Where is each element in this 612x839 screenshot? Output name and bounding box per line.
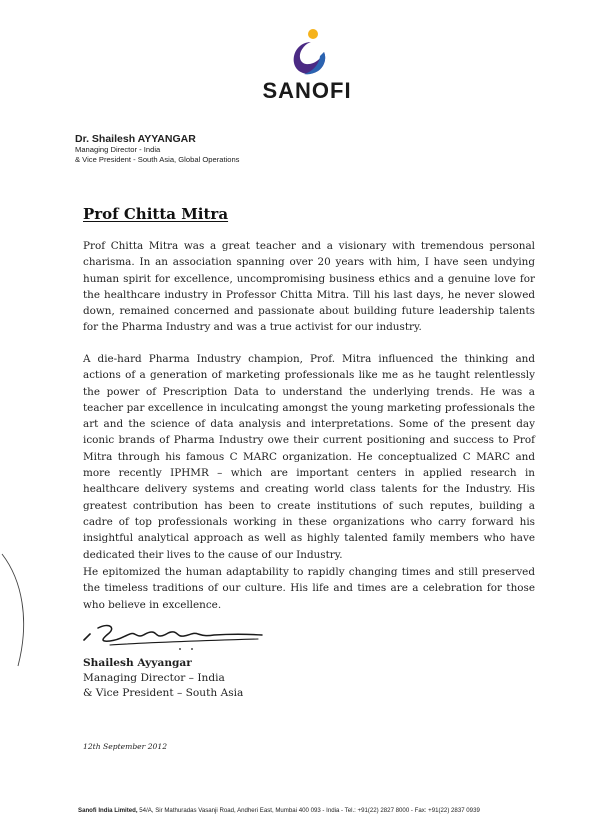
- letter-paragraph-3: He epitomized the human adaptability to rapidly changing times and still preserved the timeless traditions of our culture. His life and times are a celebration for those who believe in excellence.: [83, 566, 535, 611]
- letter-heading: Prof Chitta Mitra: [83, 205, 229, 223]
- footer-company: Sanofi India Limited,: [78, 807, 138, 814]
- signer-title-line-1: Managing Director – India: [83, 672, 225, 685]
- sender-name: Dr. Shailesh AYYANGAR: [75, 133, 196, 145]
- letter-paragraph-2: A die-hard Pharma Industry champion, Prof. Mitra influenced the thinking and actions of a generation of marketing professionals like me as he taught relentlessly the power of Prescription Data to understand the underlying trends. He was a teacher par excellence in inculcating amongst the young marketing professionals the art and the science of data analysis and interpretations. Some of the present day iconic brands of Pharma Industry owe their current positioning and success to Prof Mitra through his famous C MARC organization. He conceptualized C MARC and more recently IPHMR – which are important centers in applied research in healthcare delivery systems and creating world class talents for the Industry. His greatest contribution has been to create institutions of such reputes, building a cadre of top professionals working in these organizations who carry forward his insightful analytical approach as well as highly talented family members who have dedicated their lives to the cause of our Industry.: [83, 353, 535, 561]
- signer-block: [83, 656, 243, 702]
- handwritten-signature-icon: [80, 614, 270, 658]
- sender-title-line-2: & Vice President - South Asia, Global Operations: [75, 154, 240, 164]
- sanofi-logo: [262, 28, 352, 110]
- signer-title-line-2: & Vice President – South Asia: [83, 687, 244, 700]
- footer-address-text: 54/A, Sir Mathuradas Vasanji Road, Andheri East, Mumbai 400 093 - India - Tel.: +91(22) 2827 8000 - Fax: +91(22) 2837 0939: [137, 807, 480, 814]
- signer-name: Shailesh Ayyangar: [83, 657, 192, 669]
- sanofi-bird-logo-icon: [284, 28, 330, 78]
- letter-paragraph-1: Prof Chitta Mitra was a great teacher and a visionary with tremendous personal charisma. In an association spanning over 20 years with him, I have seen undying human spirit for excellence, uncompromising business ethics and a genuine love for the healthcare industry in Professor Chitta Mitra. Till his last days, he never slowed down, remained concerned and passionate about building future leadership talents for the Pharma Industry and was a true activist for our industry.: [83, 240, 535, 334]
- sanofi-wordmark: SANOFI: [262, 78, 352, 103]
- footer-address: [78, 807, 538, 814]
- letter-date: 12th September 2012: [83, 742, 168, 751]
- scan-edge-curve: [0, 550, 40, 670]
- sender-block: [75, 133, 239, 164]
- sender-title-line-1: Managing Director - India: [75, 145, 161, 154]
